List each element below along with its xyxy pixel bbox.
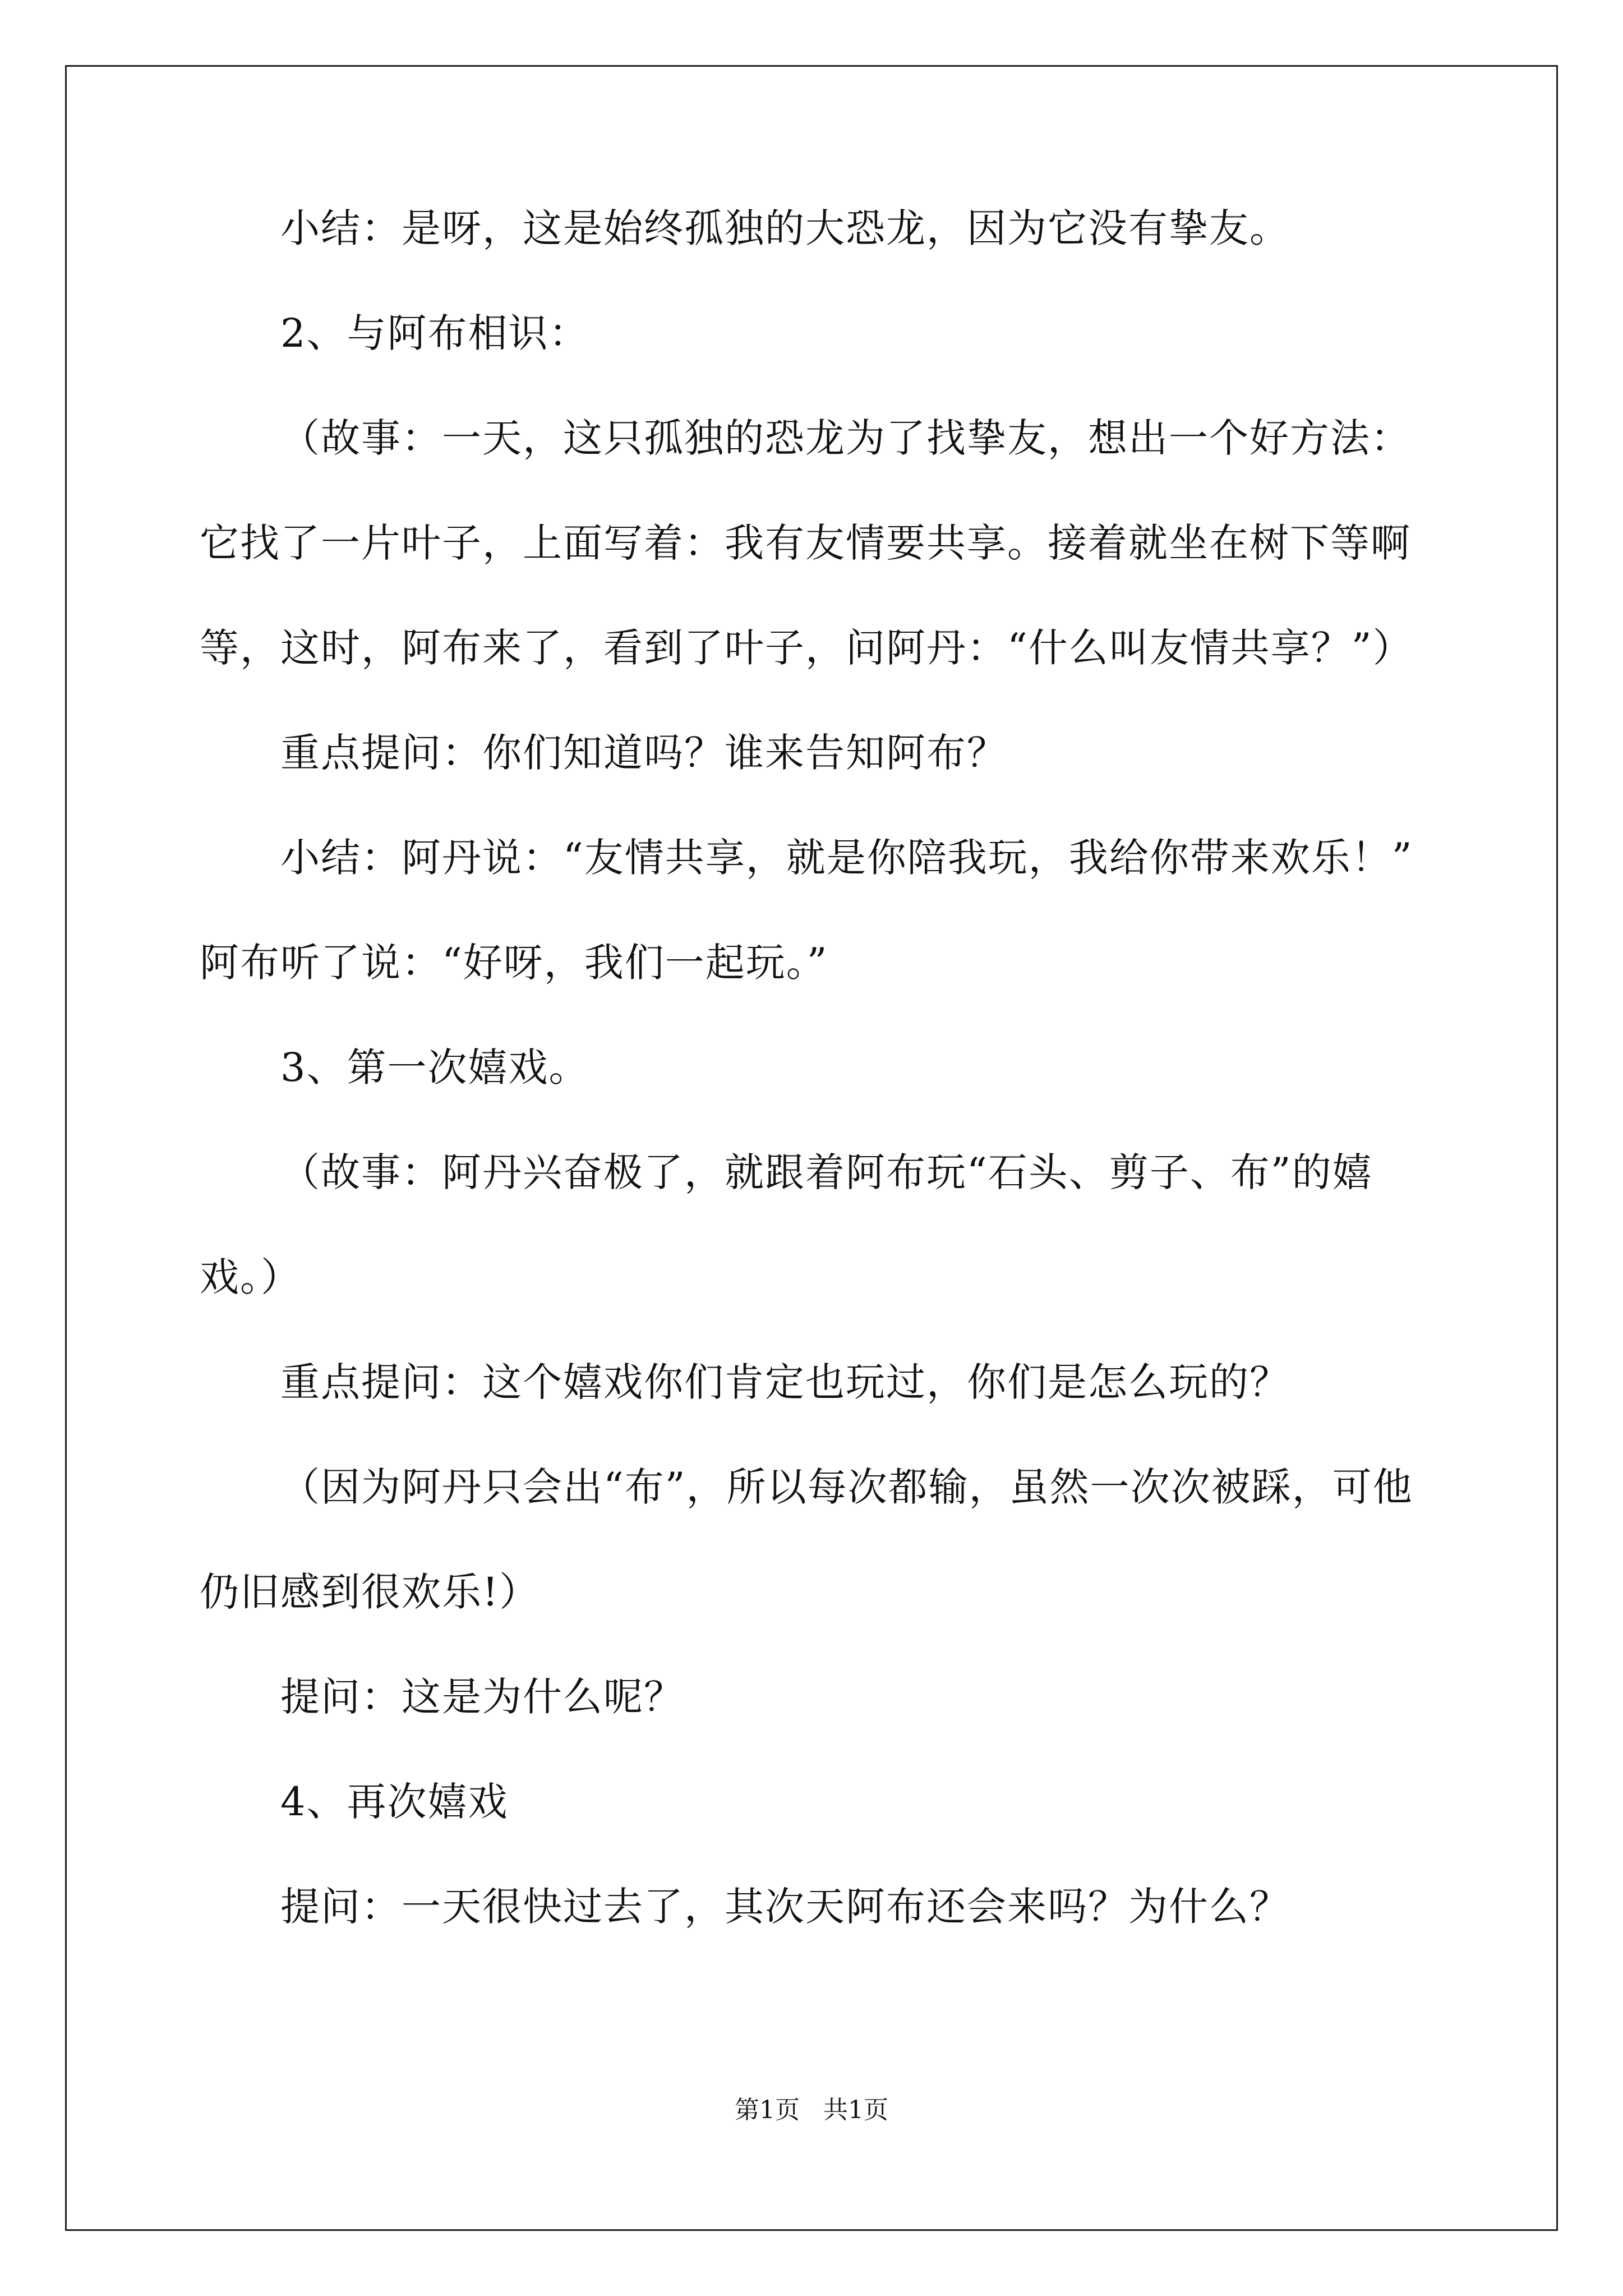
paragraph-story-line-3: 等，这时，阿布来了，看到了叶子，问阿丹：“什么叫友情共享？”） bbox=[200, 625, 1413, 671]
section-heading-first-game: 3、第一次嬉戏。 bbox=[280, 1045, 589, 1091]
paragraph-story-lose-line-1: （因为阿丹只会出“布”，所以每次都输，虽然一次次被踩，可他 bbox=[280, 1464, 1413, 1510]
paragraph-story-game-line-1: （故事：阿丹兴奋极了，就跟着阿布玩“石头、剪子、布”的嬉 bbox=[280, 1149, 1373, 1195]
section-heading-meet-abu: 2、与阿布相识： bbox=[280, 310, 589, 356]
paragraph-question-next-day: 提问：一天很快过去了，其次天阿布还会来吗？为什么？ bbox=[280, 1884, 1290, 1930]
paragraph-key-question-1: 重点提问：你们知道吗？谁来告知阿布？ bbox=[280, 730, 1007, 776]
paragraph-story-game-line-2: 戏。） bbox=[200, 1254, 301, 1300]
paragraph-key-question-2: 重点提问：这个嬉戏你们肯定也玩过，你们是怎么玩的？ bbox=[280, 1359, 1290, 1405]
paragraph-story-line-1: （故事：一天，这只孤独的恐龙为了找挚友，想出一个好方法： bbox=[280, 415, 1411, 461]
paragraph-story-line-2: 它找了一片叶子，上面写着：我有友情要共享。接着就坐在树下等啊 bbox=[200, 520, 1411, 566]
document-body bbox=[200, 202, 1428, 1933]
section-heading-play-again: 4、再次嬉戏 bbox=[280, 1779, 509, 1825]
paragraph-question-why: 提问：这是为什么呢？ bbox=[280, 1674, 684, 1720]
paragraph-summary-sharing-line-1: 小结：阿丹说：“友情共享，就是你陪我玩，我给你带来欢乐！” bbox=[280, 835, 1413, 881]
paragraph-story-lose-line-2: 仍旧感到很欢乐!） bbox=[200, 1569, 540, 1615]
paragraph-summary-sharing-line-2: 阿布听了说：“好呀，我们一起玩。” bbox=[200, 940, 828, 986]
page-number-footer: 第1页 共1页 bbox=[735, 2096, 888, 2124]
paragraph-summary-lonely-dinosaur: 小结：是呀，这是始终孤独的大恐龙，因为它没有挚友。 bbox=[280, 205, 1290, 251]
